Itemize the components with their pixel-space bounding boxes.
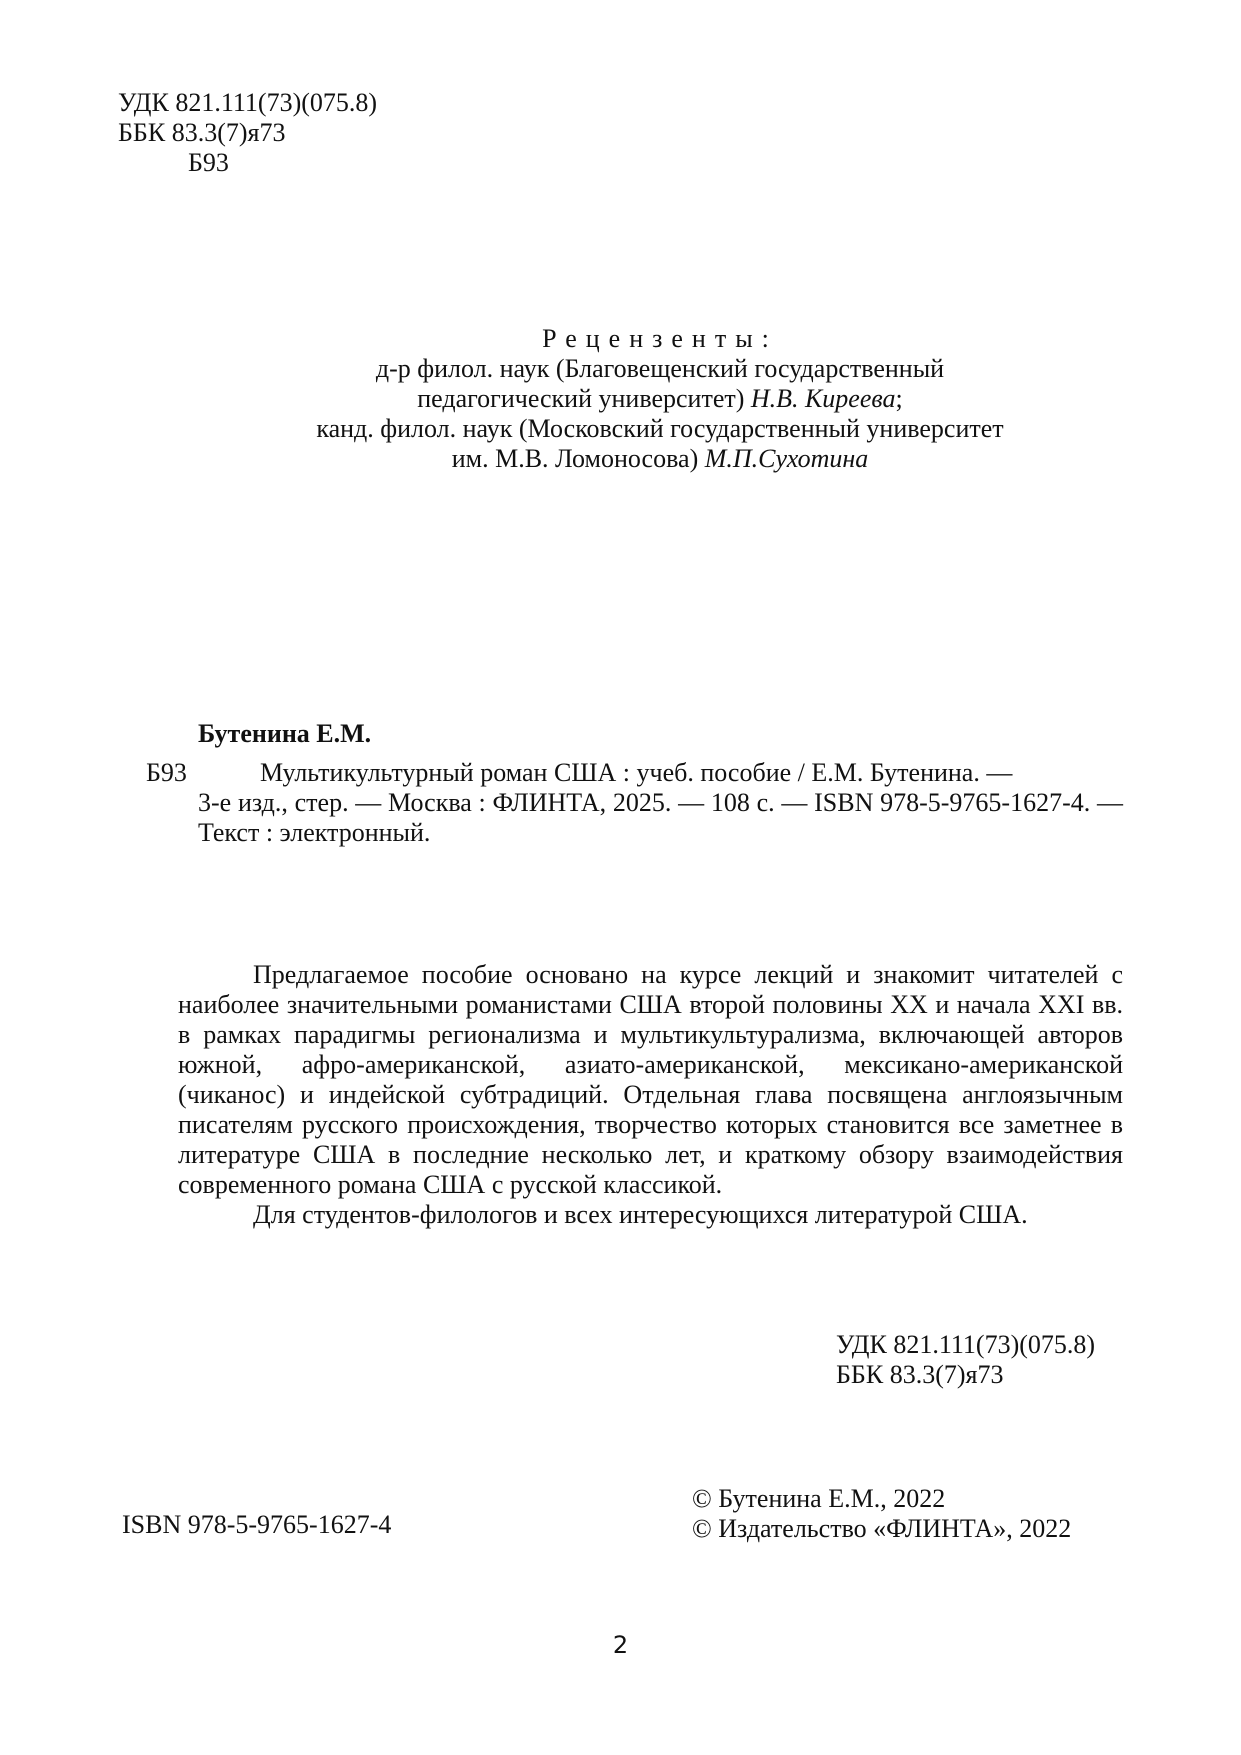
copyright-block [692,1484,1071,1544]
page-number: 2 [612,1631,629,1659]
isbn: ISBN 978-5-9765-1627-4 [122,1510,392,1539]
author-sign-code: Б93 [188,148,229,177]
bbk-code-bottom: ББК 83.3(7)я73 [836,1360,1004,1389]
copyright-publisher: © Издательство «ФЛИНТА», 2022 [692,1514,1072,1543]
reviewer-1-affiliation: д-р филол. наук (Благовещенский государственный [375,354,945,383]
bibliography-code: Б93 [146,758,187,787]
reviewers-block [200,324,1120,474]
classification-block-bottom [836,1330,1095,1390]
bbk-code: ББК 83.3(7)я73 [118,118,286,147]
reviewer-1-name: Н.В. Киреева [750,384,896,413]
reviewer-1-affiliation-end: педагогический университет) [417,384,751,413]
bibliographic-description [198,758,1123,848]
reviewer-1-punct: ; [895,384,903,413]
reviewer-2-affiliation-end: им. М.В. Ломоносова) [451,444,705,473]
classification-block-top [118,88,377,178]
reviewer-2-name: М.П.Сухотина [704,444,869,473]
reviewer-1-line [200,384,1120,414]
bibliography-rest: 3-е изд., стер. — Москва : ФЛИНТА, 2025. — 108 с. — ISBN 978-5-9765-1627-4. — Текст : электронный. [198,788,1123,847]
author-name: Бутенина Е.М. [198,719,372,748]
reviewer-2-affiliation: канд. филол. наук (Московский государственный университет [316,414,1004,443]
audience-paragraph: Для студентов-филологов и всех интересующихся литературой США. [253,1200,1028,1229]
reviewer-2-line [200,444,1120,474]
copyright-author: © Бутенина Е.М., 2022 [692,1484,946,1513]
udk-code: УДК 821.111(73)(075.8) [118,88,378,117]
abstract [178,960,1123,1230]
udk-code-bottom: УДК 821.111(73)(075.8) [836,1330,1096,1359]
reviewers-heading: Рецензенты: [542,324,778,353]
abstract-paragraph: Предлагаемое пособие основано на курсе лекций и знакомит читателей с наиболее значительными романистами США второй половины XX и начала XXI вв. в рамках парадигмы регионализма и мультикультурализма, включающей авторов южной, афро-американской, азиато-американской, мексикано-американской (чиканос) и индейской субтрадиций. Отдельная глава посвящена англоязычным писателям русского происхождения, творчество которых становится все заметнее в литературе США в последние несколько лет, и краткому обзору взаимодействия современного романа США с русской классикой. [178,960,1123,1199]
bibliography-line-1: Мультикультурный роман США : учеб. пособие / Е.М. Бутенина. — [260,758,1013,787]
